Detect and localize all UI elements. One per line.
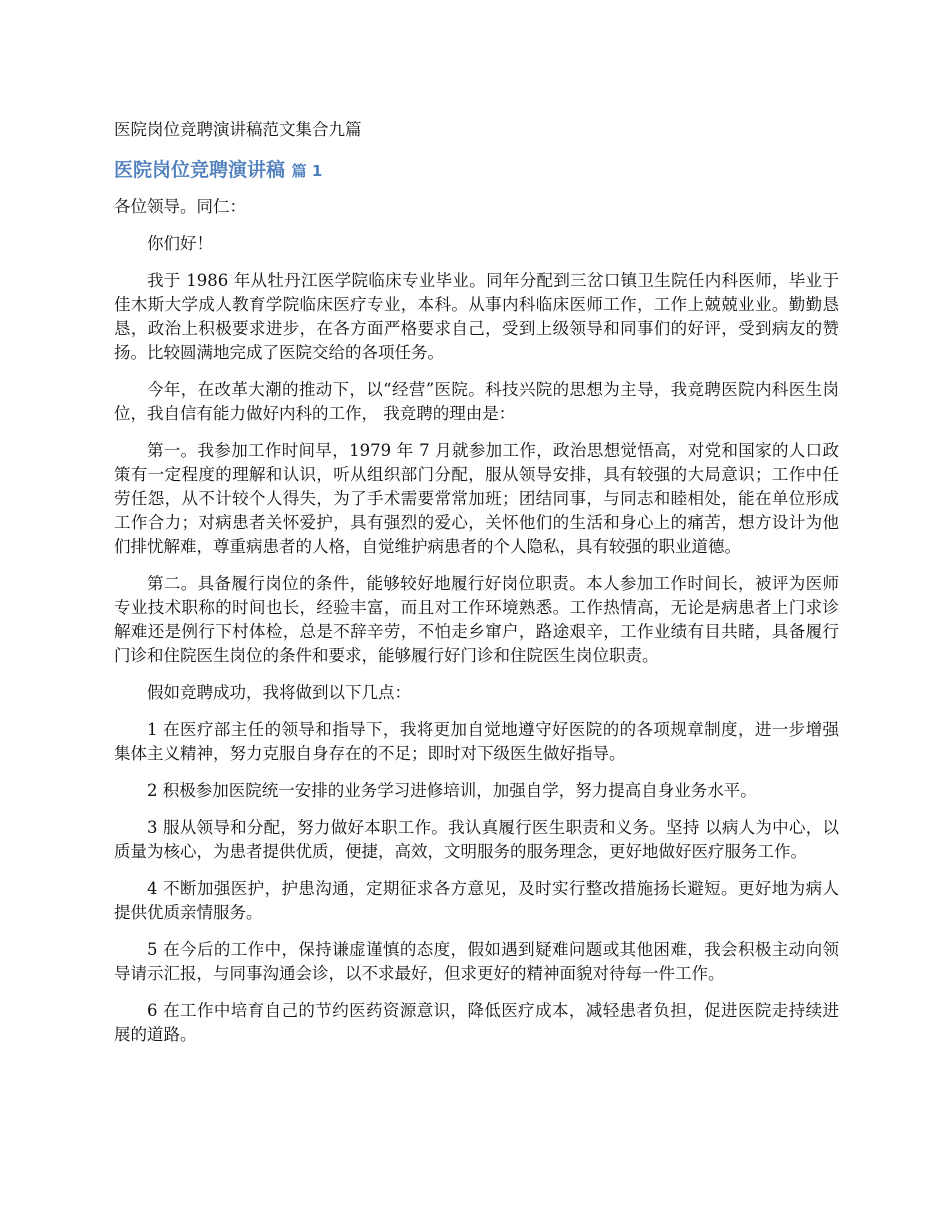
- document-page: [114, 118, 839, 1060]
- document-title: 医院岗位竞聘演讲稿范文集合九篇: [114, 120, 362, 139]
- section-number: 篇 1: [291, 162, 323, 180]
- salutation: 各位领导。同仁：: [114, 197, 246, 216]
- section-heading: [114, 156, 839, 185]
- paragraph-reason-one: 第一。我参加工作时间早，1979 年 7 月就参加工作，政治思想觉悟高，对党和国家的人口政策有一定程度的理解和认识，听从组织部门分配，服从领导安排，具有较强的大局意识；工作中任劳任怨，从不计较个人得失，为了手术需要常常加班；团结同事，与同志和睦相处，能在单位形成工作合力；对病患者关怀爱护，具有强烈的爱心，关怀他们的生活和身心上的痛苦，想方设计为他们排忧解难，尊重病患者的人格，自觉维护病患者的个人隐私，具有较强的职业道德。: [114, 441, 839, 556]
- plan-item-6: 6 在工作中培育自己的节约医药资源意识，降低医疗成本，减轻患者负担，促进医院走持续进展的道路。: [114, 1001, 839, 1044]
- greeting: 你们好！: [147, 234, 213, 253]
- plan-item-4: 4 不断加强医护，护患沟通，定期征求各方意见，及时实行整改措施扬长避短。更好地为病人提供优质亲情服务。: [114, 879, 839, 922]
- plan-item-5: 5 在今后的工作中，保持谦虚谨慎的态度，假如遇到疑难问题或其他困难，我会积极主动向领导请示汇报，与同事沟通会诊，以不求最好，但求更好的精神面貌对待每一件工作。: [114, 940, 839, 983]
- paragraph-intent: 今年，在改革大潮的推动下，以“经营”医院。科技兴院的思想为主导，我竞聘医院内科医生岗位，我自信有能力做好内科的工作， 我竞聘的理由是：: [114, 380, 839, 423]
- paragraph-plan-intro: 假如竞聘成功，我将做到以下几点：: [147, 683, 411, 702]
- plan-item-2: 2 积极参加医院统一安排的业务学习进修培训，加强自学，努力提高自身业务水平。: [147, 781, 757, 800]
- plan-item-3: 3 服从领导和分配，努力做好本职工作。我认真履行医生职责和义务。坚持 以病人为中心，以质量为核心，为患者提供优质，便捷，高效，文明服务的服务理念，更好地做好医疗服务工作。: [114, 818, 839, 861]
- plan-item-1: 1 在医疗部主任的领导和指导下，我将更加自觉地遵守好医院的的各项规章制度，进一步增强集体主义精神，努力克服自身存在的不足；即时对下级医生做好指导。: [114, 720, 839, 763]
- paragraph-background: 我于 1986 年从牡丹江医学院临床专业毕业。同年分配到三岔口镇卫生院任内科医师，毕业于佳木斯大学成人教育学院临床医疗专业，本科。从事内科临床医师工作，工作上兢兢业业。勤勤恳恳，政治上积极要求进步，在各方面严格要求自己，受到上级领导和同事们的好评，受到病友的赞扬。比较圆满地完成了医院交给的各项任务。: [114, 271, 839, 362]
- section-heading-text: 医院岗位竞聘演讲稿: [114, 159, 286, 181]
- paragraph-reason-two: 第二。具备履行岗位的条件，能够较好地履行好岗位职责。本人参加工作时间长，被评为医师专业技术职称的时间也长，经验丰富，而且对工作环境熟悉。工作热情高，无论是病患者上门求诊解难还是例行下村体检，总是不辞辛劳，不怕走乡窜户，路途艰辛，工作业绩有目共睹，具备履行门诊和住院医生岗位的条件和要求，能够履行好门诊和住院医生岗位职责。: [114, 574, 839, 665]
